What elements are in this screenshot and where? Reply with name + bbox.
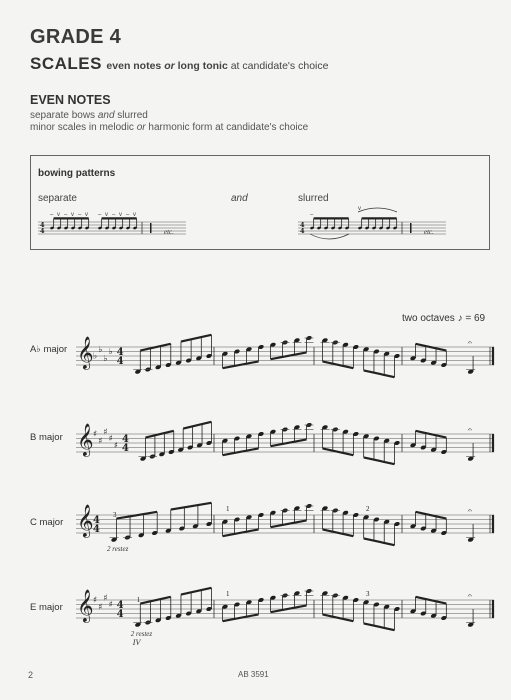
and-label: and — [231, 193, 248, 204]
flat-accidental-icon: ♭ — [98, 344, 103, 355]
fingering-number: 2 — [366, 505, 370, 513]
slur — [310, 234, 349, 239]
time-signature-top: 4 — [122, 434, 129, 445]
note-beam — [183, 422, 211, 429]
fingering-number: 3 — [113, 511, 117, 519]
treble-clef-icon: 𝄞 — [77, 589, 94, 622]
note-beam — [181, 588, 212, 595]
bow-mark: v — [71, 212, 74, 218]
bow-mark: v — [133, 212, 136, 218]
fermata-icon: 𝄐 — [467, 425, 473, 434]
note-beam — [171, 503, 212, 510]
flat-accidental-icon: ♭ — [103, 353, 108, 364]
sharp-accidental-icon: ♯ — [113, 440, 118, 451]
even-line1-and: and — [97, 110, 115, 121]
note-beam — [364, 623, 395, 630]
bow-mark: – — [112, 212, 116, 218]
bow-mark: – — [64, 212, 68, 218]
etc-label: etc. — [424, 228, 434, 236]
time-signature-bottom: 4 — [122, 443, 129, 454]
fermata-icon: 𝄐 — [467, 506, 473, 515]
bow-mark: – — [310, 212, 314, 218]
time-signature-bottom: 4 — [300, 227, 305, 235]
time-signature-bottom: 4 — [116, 356, 124, 367]
even-line2-a: minor scales in melodic — [30, 122, 134, 133]
scale-label-b-major: B major — [30, 432, 63, 443]
bow-mark: v — [358, 206, 361, 212]
bowing-slurred-staff — [298, 208, 478, 248]
scale-staff-e-major — [76, 590, 496, 645]
scale-staff-b-major — [76, 420, 496, 470]
scale-label-c-major: C major — [30, 517, 64, 528]
bow-mark: v — [85, 212, 88, 218]
restez-annotation: 2 restez — [107, 545, 129, 553]
fermata-icon: 𝄐 — [467, 338, 473, 347]
time-signature-top: 4 — [93, 515, 100, 526]
note-beam — [364, 370, 395, 377]
sharp-accidental-icon: ♯ — [98, 602, 103, 613]
flat-accidental-icon: ♭ — [93, 351, 98, 362]
time-signature-bottom: 4 — [116, 609, 124, 620]
time-signature-top: 4 — [300, 221, 305, 229]
scale-staff-ab-major — [76, 333, 496, 383]
scale-label-e-major: E major — [30, 602, 63, 613]
string-indication: IV — [132, 638, 141, 647]
scales-sub-choice: at candidate's choice — [230, 60, 329, 72]
scales-heading-line — [30, 54, 328, 74]
bow-mark: v — [119, 212, 122, 218]
even-line2-or: or — [136, 122, 146, 133]
note-beam — [364, 457, 395, 464]
eighth-note-icon: ♪ — [457, 313, 463, 324]
page-number: 2 — [28, 670, 34, 680]
fingering-number: 1 — [226, 590, 230, 598]
treble-clef-icon: 𝄞 — [77, 336, 94, 369]
sharp-accidental-icon: ♯ — [103, 593, 108, 604]
rest-icon — [150, 223, 152, 233]
bow-mark: – — [78, 212, 82, 218]
sharp-accidental-icon: ♯ — [103, 427, 108, 438]
time-signature-top: 4 — [116, 600, 124, 611]
time-signature-bottom: 4 — [93, 524, 100, 535]
bowing-separate-staff — [38, 208, 218, 248]
etc-label: etc. — [164, 228, 174, 236]
scales-title: SCALES — [30, 54, 102, 73]
even-notes-line-1 — [30, 110, 148, 121]
restez-annotation: 2 restez — [130, 630, 153, 638]
sharp-accidental-icon: ♯ — [108, 600, 113, 611]
sharp-accidental-icon: ♯ — [98, 436, 103, 447]
scales-sub-or: or — [164, 60, 175, 72]
flat-accidental-icon: ♭ — [108, 347, 113, 358]
fingering-number: 1 — [226, 505, 230, 513]
bow-mark: – — [50, 212, 54, 218]
bow-mark: v — [57, 212, 60, 218]
bowing-patterns-title: bowing patterns — [38, 168, 116, 179]
time-signature-top: 4 — [40, 221, 45, 229]
rest-icon — [410, 223, 412, 233]
even-line2-b: harmonic form at candidate's choice — [148, 122, 309, 133]
scale-label-ab-major: A♭ major — [30, 344, 68, 355]
even-notes-heading: EVEN NOTES — [30, 93, 111, 107]
treble-clef-icon: 𝄞 — [77, 504, 94, 537]
fingering-number: 3 — [366, 590, 370, 598]
time-signature-bottom: 4 — [40, 227, 45, 235]
tempo-value: = 69 — [465, 313, 486, 324]
bow-mark: – — [126, 212, 130, 218]
grade-title: GRADE 4 — [30, 26, 122, 48]
slurred-label: slurred — [298, 193, 329, 204]
tempo-marking — [402, 313, 485, 324]
sharp-accidental-icon: ♯ — [93, 429, 98, 440]
sharp-accidental-icon: ♯ — [93, 595, 98, 606]
slur — [358, 208, 397, 212]
bow-mark: – — [98, 212, 102, 218]
scales-sub-long: long tonic — [177, 60, 228, 72]
fermata-icon: 𝄐 — [467, 591, 473, 600]
bow-mark: v — [105, 212, 108, 218]
tempo-text: two octaves — [402, 313, 455, 324]
time-signature-top: 4 — [116, 347, 124, 358]
sharp-accidental-icon: ♯ — [108, 434, 113, 445]
treble-clef-icon: 𝄞 — [77, 423, 94, 456]
scale-staff-c-major — [76, 505, 496, 555]
separate-label: separate — [38, 193, 77, 204]
fingering-number: 1 — [136, 596, 141, 604]
note-beam — [364, 538, 395, 545]
even-notes-line-2 — [30, 122, 308, 133]
publication-code: AB 3591 — [238, 670, 269, 679]
note-beam — [181, 335, 212, 342]
even-line1-a: separate bows — [30, 110, 96, 121]
even-line1-b: slurred — [117, 110, 148, 121]
scales-sub-even: even notes — [106, 60, 162, 72]
